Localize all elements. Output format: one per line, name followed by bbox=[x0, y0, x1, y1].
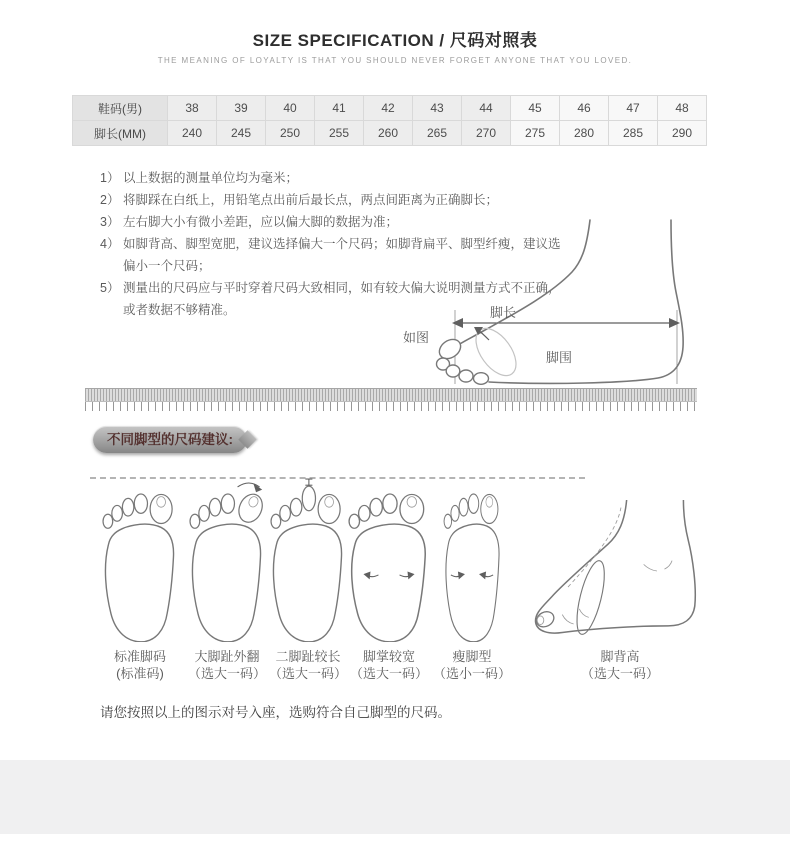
bottom-band bbox=[0, 760, 790, 834]
foot-type-bunion bbox=[183, 478, 271, 681]
size-cell: 42 bbox=[364, 96, 413, 121]
bunion-foot-icon bbox=[183, 478, 271, 642]
foot-type-label bbox=[555, 648, 685, 682]
length-cell: 240 bbox=[168, 121, 217, 146]
page-title: SIZE SPECIFICATION / 尺码对照表 bbox=[252, 31, 538, 50]
length-cell: 245 bbox=[217, 121, 266, 146]
foot-type-name: 标准脚码 bbox=[113, 649, 166, 664]
length-cell: 260 bbox=[364, 121, 413, 146]
foot-type-thin bbox=[428, 478, 516, 681]
note-text: 如脚背高、脚型宽肥，建议选择偏大一个尺码；如脚背扁平、脚型纤瘦，建议选偏小一个尺码； bbox=[123, 237, 561, 273]
size-cell: 40 bbox=[266, 96, 315, 121]
advice-badge bbox=[93, 426, 247, 453]
instep-girth-ring bbox=[571, 558, 610, 637]
thin-foot-icon bbox=[428, 478, 516, 642]
advice-badge-label: 不同脚型的尺码建议: bbox=[107, 432, 233, 447]
foot-type-name: 脚背高 bbox=[600, 649, 640, 664]
size-cell: 48 bbox=[658, 96, 707, 121]
size-cell: 47 bbox=[609, 96, 658, 121]
length-cell: 290 bbox=[658, 121, 707, 146]
as-shown-label: 如图 bbox=[403, 330, 430, 345]
foot-measure-diagram bbox=[390, 212, 710, 390]
note-marker: 1） bbox=[100, 171, 120, 185]
size-cell: 43 bbox=[413, 96, 462, 121]
size-cell: 39 bbox=[217, 96, 266, 121]
note-marker: 4） bbox=[100, 237, 120, 251]
outward-arrow-icon bbox=[238, 483, 263, 492]
foot-type-name: 大脚趾外翻 bbox=[194, 649, 260, 664]
wide-foot-icon bbox=[345, 478, 433, 642]
length-cell: 250 bbox=[266, 121, 315, 146]
size-spec-header bbox=[0, 26, 790, 65]
high-instep-foot-icon bbox=[530, 500, 710, 642]
foot-type-name: 瘦脚型 bbox=[452, 649, 492, 664]
foot-girth-label: 脚围 bbox=[546, 350, 573, 365]
length-cell: 280 bbox=[560, 121, 609, 146]
toe-length-mark-icon bbox=[305, 479, 312, 485]
foot-type-advice: （选大一码） bbox=[187, 666, 266, 681]
ruler-coarse-ticks bbox=[85, 402, 697, 411]
note-marker: 5） bbox=[100, 281, 120, 295]
foot-type-name: 二脚趾较长 bbox=[275, 649, 341, 664]
note-text: 以上数据的测量单位均为毫米； bbox=[123, 171, 299, 185]
badge-pointer-icon bbox=[238, 430, 256, 448]
foot-length-arrow bbox=[452, 318, 680, 328]
length-cell: 255 bbox=[315, 121, 364, 146]
size-cell: 45 bbox=[511, 96, 560, 121]
length-row-header: 脚长(MM) bbox=[73, 121, 168, 146]
size-cell: 38 bbox=[168, 96, 217, 121]
footer-note: 请您按照以上的图示对号入座，选购符合自己脚型的尺码。 bbox=[100, 705, 451, 720]
foot-type-long-second-toe bbox=[264, 478, 352, 681]
foot-type-advice: （选大一码） bbox=[580, 666, 659, 681]
note-item bbox=[100, 167, 566, 189]
note-text: 左右脚大小有微小差距，应以偏大脚的数据为准； bbox=[123, 215, 399, 229]
ruler bbox=[85, 388, 697, 411]
size-cell: 44 bbox=[462, 96, 511, 121]
length-cell: 275 bbox=[511, 121, 560, 146]
foot-type-high-instep bbox=[530, 500, 710, 681]
foot-type-name: 脚掌较宽 bbox=[362, 649, 415, 664]
foot-type-wide bbox=[345, 478, 433, 681]
length-cell: 285 bbox=[609, 121, 658, 146]
size-cell: 46 bbox=[560, 96, 609, 121]
size-row bbox=[73, 96, 707, 121]
size-cell: 41 bbox=[315, 96, 364, 121]
size-table bbox=[72, 95, 707, 146]
foot-length-label: 脚长 bbox=[490, 305, 517, 320]
foot-type-advice: （选小一码） bbox=[432, 666, 511, 681]
ruler-fine-ticks bbox=[85, 388, 697, 402]
foot-type-standard bbox=[96, 478, 184, 681]
length-cell: 265 bbox=[413, 121, 462, 146]
note-marker: 3） bbox=[100, 215, 120, 229]
length-cell: 270 bbox=[462, 121, 511, 146]
long-second-toe-foot-icon bbox=[264, 478, 352, 642]
length-row bbox=[73, 121, 707, 146]
page-subtitle: THE MEANING OF LOYALTY IS THAT YOU SHOULD NEVER FORGET ANYONE THAT YOU LOVED. bbox=[157, 56, 633, 65]
standard-foot-icon bbox=[96, 478, 184, 642]
size-row-header: 鞋码(男) bbox=[73, 96, 168, 121]
foot-type-advice: （选大一码） bbox=[268, 666, 347, 681]
foot-type-advice: （选大一码） bbox=[349, 666, 428, 681]
foot-type-label bbox=[407, 648, 537, 682]
pinch-arrows-icon bbox=[451, 571, 493, 579]
note-text: 测量出的尺码应与平时穿着尺码大致相同，如有较大偏大说明测量方式不正确，或者数据不够精准。 bbox=[123, 281, 561, 317]
note-text: 将脚踩在白纸上，用铅笔点出前后最长点，两点间距离为正确脚长； bbox=[123, 193, 499, 207]
foot-type-advice: (标准码) bbox=[116, 666, 164, 681]
note-item bbox=[100, 189, 566, 211]
note-marker: 2） bbox=[100, 193, 120, 207]
spread-arrows-icon bbox=[363, 571, 414, 579]
